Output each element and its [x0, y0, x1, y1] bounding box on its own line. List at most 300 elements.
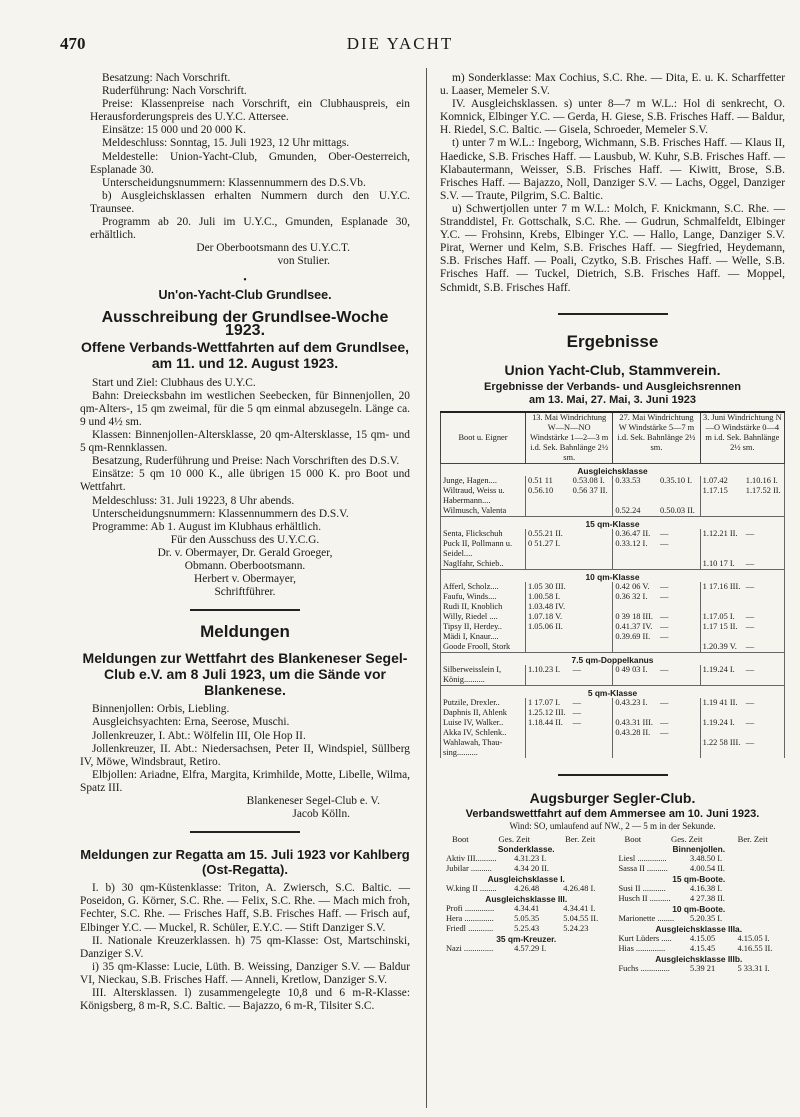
- boat-cell: Senta, Flickschuh: [441, 529, 526, 539]
- signature-line: Herbert v. Obermayer,: [194, 573, 296, 586]
- table-row: [441, 506, 785, 517]
- boat-cell: Wahlawah, Thausing..........: [441, 738, 526, 758]
- class-label: Sonderklasse.: [497, 843, 555, 854]
- time-cell: 4.15.05 I.: [737, 933, 770, 943]
- time-cell: —: [571, 665, 613, 686]
- boat-cell: Mädi I, Knaur....: [441, 632, 526, 642]
- class-row: [615, 904, 782, 914]
- table-row: [443, 854, 609, 864]
- time-cell: [700, 708, 744, 718]
- table-row: [441, 486, 785, 506]
- time-cell: 0.56.10: [526, 486, 571, 506]
- boat-cell: Puck II, Pollmann u. Seidel....: [441, 539, 526, 559]
- time-cell: 0.43.28 II.: [613, 728, 658, 738]
- page-header: [0, 34, 800, 58]
- table-row: [441, 708, 785, 718]
- time-cell: 1.10 17 I.: [700, 559, 744, 570]
- time-cell: 0.41.37 IV.: [613, 622, 658, 632]
- time-cell: 1.17 15 II.: [700, 622, 744, 632]
- time-cell: 0.36 32 I.: [613, 592, 658, 602]
- signature-line: Der Oberbootsmann des U.Y.C.T.: [196, 242, 350, 255]
- time-cell: [560, 854, 609, 864]
- text-line: Besatzung: Nach Vorschrift.: [102, 72, 231, 84]
- table-row: [443, 924, 609, 934]
- right-column: [440, 72, 785, 974]
- augsburg-results: [440, 790, 785, 974]
- column-header: Ber. Zeit: [565, 833, 596, 844]
- results-table: [440, 411, 785, 758]
- text-line: II. Nationale Kreuzerklassen. h) 75 qm-Klasse: Ost, Martschinski, Danziger S.V.: [80, 934, 410, 960]
- table-row: [441, 665, 785, 686]
- time-cell: 5.04.55 II.: [563, 913, 599, 923]
- time-cell: [735, 914, 783, 924]
- class-label: Binnenjollen.: [672, 843, 726, 854]
- boat-cell: Fuchs ..............: [618, 963, 670, 973]
- class-label: 7.5 qm-Doppelkanus: [441, 652, 785, 665]
- table-row: [441, 622, 785, 632]
- blankenese-section: [80, 650, 410, 821]
- table-row: [443, 864, 609, 874]
- column-header: Ges. Zeit: [671, 833, 703, 844]
- text-line: Start und Ziel: Clubhaus des U.Y.C.: [92, 376, 256, 389]
- text-line: IV. Ausgleichsklassen. s) unter 8—7 m W.L.: Hol di senkrecht, O. Komnick, Elbinger Y.C. — Gerda, H. Giese, S.B. Frisches Haff. — Baldur, H. Riedel, S.C. Baltic. — Gisela, Schroeder, Memeler S.V.: [440, 98, 785, 137]
- class-row: [615, 874, 782, 884]
- time-cell: [735, 894, 783, 904]
- class-label: 10 qm-Boote.: [672, 903, 726, 914]
- table-row: [615, 944, 782, 954]
- time-cell: [613, 486, 658, 506]
- class-row: [443, 844, 609, 854]
- time-cell: 4.00.54 II.: [690, 863, 725, 873]
- time-cell: [571, 582, 613, 592]
- time-cell: —: [658, 728, 700, 738]
- boat-cell: Aktiv III..........: [446, 853, 497, 863]
- boat-cell: Husch II ..........: [618, 893, 671, 903]
- time-cell: [700, 592, 744, 602]
- time-cell: 0.56 37 II.: [571, 486, 613, 506]
- time-cell: 4.34.41: [514, 903, 540, 913]
- signature-line: Blankeneser Segel-Club e. V.: [246, 795, 380, 808]
- horizontal-rule: [190, 831, 300, 833]
- table-row: [441, 476, 785, 486]
- time-cell: 4.34 20 II.: [514, 863, 549, 873]
- class-label: Ausgleichsklasse: [441, 463, 785, 476]
- table-row: [441, 718, 785, 728]
- time-cell: [658, 738, 700, 758]
- time-cell: [560, 944, 609, 954]
- boat-cell: Wiltraud, Weiss u. Habermann....: [441, 486, 526, 506]
- time-cell: 1.19.24 I.: [700, 665, 744, 686]
- time-cell: [526, 728, 571, 738]
- time-cell: [613, 602, 658, 612]
- time-cell: [744, 632, 785, 642]
- time-cell: [560, 864, 609, 874]
- boat-cell: Jubilar ..........: [446, 863, 492, 873]
- time-cell: [735, 854, 783, 864]
- ergebnisse-heading: Ergebnisse: [566, 331, 659, 351]
- class-label: Ausgleichsklasse IIIa.: [655, 923, 743, 934]
- time-cell: [700, 539, 744, 559]
- horizontal-rule: [190, 609, 300, 611]
- time-cell: —: [744, 559, 785, 570]
- class-row: [441, 569, 785, 582]
- time-cell: [613, 738, 658, 758]
- time-cell: 0.33.12 I.: [613, 539, 658, 559]
- time-cell: [735, 884, 783, 894]
- boat-cell: Wilmusch, Valenta: [441, 506, 526, 517]
- time-cell: [744, 506, 785, 517]
- time-cell: —: [658, 632, 700, 642]
- time-cell: [613, 708, 658, 718]
- time-cell: —: [744, 622, 785, 632]
- wind-info: Wind: SO, umlaufend auf NW., 2 — 5 m in der Sekunde.: [509, 820, 716, 831]
- kahlberg-continuation: [440, 72, 785, 295]
- boat-cell: Nazi ..............: [446, 943, 494, 953]
- results-table: [440, 834, 785, 974]
- time-cell: 3.48.50 I.: [690, 853, 723, 863]
- time-cell: 1.07.18 V.: [526, 612, 571, 622]
- text-line: I. b) 30 qm-Küstenklasse: Triton, A. Zwiersch, S.C. Baltic. — Poseidon, G. Körner, S.C. Rhe. — Felix, S.C. Rhe. — Mach mich froh, Fechter, S.C. Rhe. — Frisches Haff, S.B. Frisches Haff. — Frisch auf, Elbinger Y.C. — Muckel, R. Schüler, E.Y.C. — Stift Danziger S.V.: [80, 882, 410, 934]
- table-row: [443, 904, 609, 914]
- time-cell: 5.24.23: [563, 923, 589, 933]
- meldungen-heading: Meldungen: [200, 622, 290, 642]
- text-line: Programme: Ab 1. August im Klubhaus erhältlich.: [92, 520, 322, 533]
- table-row: [443, 914, 609, 924]
- text-line: Unterscheidungsnummern: Klassennummern des D.S.V.: [92, 507, 349, 520]
- class-row: [615, 924, 782, 934]
- time-cell: 1.00.58 I.: [526, 592, 571, 602]
- text-line: III. Altersklassen. l) zusammengelegte 10,8 und 6 m-R-Klasse: Königsberg, 8 m-R, S.C. Baltic. — Bajazzo, 6 m-R, Tilsiter S.C.: [80, 986, 410, 1013]
- section-title: Verbandswettfahrt auf dem Ammersee am 10. Juni 1923.: [465, 807, 760, 820]
- class-label: 15 qm-Klasse: [441, 516, 785, 529]
- table-row: [441, 582, 785, 592]
- section-title: Meldungen zur Wettfahrt des Blankeneser Segel-Club e.V. am 8 Juli 1923, um die Sände vor Blankenese.: [82, 650, 408, 699]
- text-line: u) Schwertjollen unter 7 m W.L.: Molch, F. Knickmann, S.C. Rhe. — Stranddistel, Fr. Gottschalk, S.C. Rhe. — Gudrun, Schmalfeldt, Elbinger Y.C. — Frohsinn, Krebs, Elbinger Y.C. — Hallo, Lange, Danziger S.V. Pirat, Werner und Kelm, S.B. Frisches Haff. — Siegfried, Heydemann, S.B. Frisches Haff. — Poali, Czytko, S.B. Frisches Haff. — Welle, S.B. Frisches Haff. — Tuckel, Dietrich, S.B. Frisches Haff. — Moppel, Schmidt, S.B. Frisches Haff.: [440, 202, 785, 294]
- time-cell: 1.19.24 I.: [700, 718, 744, 728]
- time-cell: —: [744, 529, 785, 539]
- time-cell: [526, 642, 571, 653]
- time-cell: 0 51.27 I.: [526, 539, 571, 559]
- text-line: i) 35 qm-Klasse: Lucie, Lüth. B. Weissing, Danziger S.V. — Baldur VI, Nieckau, S.B. Frisches Haff. — Anneli, Kretlow, Danziger S.V.: [80, 960, 410, 986]
- table-row: [441, 738, 785, 758]
- boat-cell: Sassa II ..........: [618, 863, 668, 873]
- time-cell: —: [744, 718, 785, 728]
- boat-cell: Hias ..............: [618, 943, 666, 953]
- table-row: [615, 894, 782, 904]
- time-cell: 4 27.38 II.: [690, 893, 725, 903]
- section-title: Meldungen zur Regatta am 15. Juli 1923 vor Kahlberg (Ost-Regatta).: [80, 847, 410, 878]
- time-cell: 0.51 11: [526, 476, 571, 486]
- time-cell: —: [658, 582, 700, 592]
- time-cell: —: [658, 529, 700, 539]
- text-line: Einsätze: 5 qm 10 000 K., alle übrigen 15 000 K. pro Boot und Wettfahrt.: [80, 468, 410, 494]
- time-cell: [571, 539, 613, 559]
- column-header: Ges. Zeit: [498, 833, 531, 844]
- time-cell: [613, 559, 658, 570]
- time-cell: [700, 506, 744, 517]
- time-cell: [658, 559, 700, 570]
- time-cell: 1.25.12 III.: [526, 708, 571, 718]
- time-cell: [700, 602, 744, 612]
- boat-cell: Kurt Lüders .....: [618, 933, 672, 943]
- time-cell: 0.43.31 III.: [613, 718, 658, 728]
- club-heading: Augsburger Segler-Club.: [529, 789, 696, 806]
- table-row: [615, 884, 782, 894]
- class-row: [443, 874, 609, 884]
- table-row: [441, 612, 785, 622]
- boat-cell: Afferl, Scholz....: [441, 582, 526, 592]
- column-header: Boot: [624, 833, 642, 844]
- union-results: [440, 362, 785, 758]
- text-line: m) Sonderklasse: Max Cochius, S.C. Rhe. — Dita, E. u. K. Scharffetter u. Laaser, Memeler S.V.: [440, 72, 785, 98]
- page-number: 470: [60, 34, 86, 53]
- class-label: Ausgleichsklasse III.: [485, 893, 568, 904]
- boat-cell: Susi II ...........: [618, 883, 666, 893]
- table-row: [441, 642, 785, 653]
- time-cell: —: [744, 738, 785, 758]
- time-cell: 1.18.44 II.: [526, 718, 571, 728]
- time-cell: —: [658, 612, 700, 622]
- table-row: [443, 884, 609, 894]
- time-cell: [571, 632, 613, 642]
- boat-cell: Willy, Riedel ....: [441, 612, 526, 622]
- time-cell: [526, 506, 571, 517]
- horizontal-rule: [558, 774, 668, 776]
- time-cell: 4.57.29 I.: [514, 943, 547, 953]
- time-cell: 4.15.45: [690, 943, 716, 953]
- boat-cell: Putzile, Drexler..: [441, 698, 526, 708]
- time-cell: 1.10.23 I.: [526, 665, 571, 686]
- club-heading: Un'on-Yacht-Club Grundlsee.: [158, 287, 332, 302]
- boat-cell: Friedl ............: [446, 923, 494, 933]
- table-row: [615, 914, 782, 924]
- time-cell: 4.34.41 I.: [563, 903, 596, 913]
- time-cell: 5.05.35: [514, 913, 540, 923]
- signature-line: Für den Ausschuss des U.Y.C.G.: [170, 533, 320, 546]
- table-row: [441, 539, 785, 559]
- column-header: Boot: [451, 833, 469, 844]
- time-cell: —: [658, 592, 700, 602]
- boat-cell: Akka IV, Schlenk..: [441, 728, 526, 738]
- boat-cell: Goode Frooll, Stork: [441, 642, 526, 653]
- column-header: 27. Mai Windrichtung W Windstärke 5—7 m i.d. Sek. Bahnlänge 2½ sm.: [613, 412, 700, 464]
- time-cell: [571, 612, 613, 622]
- section-subtitle: am 13. Mai, 27. Mai, 3. Juni 1923: [529, 393, 696, 406]
- time-cell: 5.20.35 I.: [690, 913, 723, 923]
- time-cell: [658, 602, 700, 612]
- text-line: Programm ab 20. Juli im U.Y.C., Gmunden, Esplanade 30, erhältlich.: [90, 216, 410, 242]
- column-header: Ber. Zeit: [737, 833, 768, 844]
- class-row: [441, 685, 785, 698]
- separator-dot: •: [243, 275, 247, 287]
- time-cell: 0.39.69 II.: [613, 632, 658, 642]
- time-cell: —: [744, 582, 785, 592]
- signature-line: Schriftführer.: [214, 586, 276, 599]
- text-line: Klassen: Binnenjollen-Altersklasse, 20 qm-Altersklasse, 15 qm- und 5 qm-Rennklassen.: [80, 429, 410, 455]
- table-row: [441, 728, 785, 738]
- time-cell: [744, 602, 785, 612]
- time-cell: —: [744, 612, 785, 622]
- time-cell: [744, 592, 785, 602]
- boat-cell: Luise IV, Walker..: [441, 718, 526, 728]
- time-cell: [571, 602, 613, 612]
- boat-cell: Silberweisslein I, König..........: [441, 665, 526, 686]
- time-cell: 1.22 58 III.: [700, 738, 744, 758]
- time-cell: 1.05.06 II.: [526, 622, 571, 632]
- class-row: [441, 516, 785, 529]
- column-header: 13. Mai Windrichtung W—N—NO Windstärke 1—2—3 m i.d. Sek. Bahnlänge 2½ sm.: [526, 412, 613, 464]
- boat-cell: Hera ..............: [446, 913, 494, 923]
- section-title: Union Yacht-Club, Stammverein.: [504, 361, 721, 378]
- time-cell: —: [658, 718, 700, 728]
- horizontal-rule: [558, 313, 668, 315]
- column-divider: [426, 68, 427, 1108]
- time-cell: [571, 738, 613, 758]
- time-cell: —: [744, 642, 785, 653]
- column-header: Boot u. Eigner: [441, 412, 526, 464]
- time-cell: —: [571, 718, 613, 728]
- time-cell: [571, 506, 613, 517]
- table-row: [441, 632, 785, 642]
- time-cell: 0.55.21 II.: [526, 529, 571, 539]
- time-cell: 0.50.03 II.: [658, 506, 700, 517]
- boat-cell: Naglfahr, Schieb..: [441, 559, 526, 570]
- time-cell: 0 39 18 III.: [613, 612, 658, 622]
- boat-cell: Tipsy II, Herdey..: [441, 622, 526, 632]
- time-cell: 1.20.39 V.: [700, 642, 744, 653]
- boat-cell: Marionette ........: [618, 913, 675, 923]
- class-label: 35 qm-Kreuzer.: [496, 933, 557, 944]
- time-cell: 4.31.23 I.: [514, 853, 547, 863]
- time-cell: 0.43.23 I.: [613, 698, 658, 708]
- class-label: 15 qm-Boote.: [672, 873, 726, 884]
- time-cell: [700, 728, 744, 738]
- text-line: Meldeschluss: 31. Juli 19223, 8 Uhr abends.: [92, 494, 295, 507]
- boat-cell: Daphnis II, Ahlenk: [441, 708, 526, 718]
- table-row: [441, 529, 785, 539]
- time-cell: [571, 592, 613, 602]
- class-label: Ausgleichsklasse IIIb.: [655, 953, 743, 964]
- section-title: Ausschreibung der Grundlsee-Woche 1923.: [101, 308, 389, 339]
- text-line: Binnenjollen: Orbis, Liebling.: [92, 703, 230, 716]
- time-cell: 0.53.08 I.: [571, 476, 613, 486]
- text-line: t) unter 7 m W.L.: Ingeborg, Wichmann, S.B. Frisches Haff. — Klaus II, Haedicke, S.B. Frisches Haff. — Lausbub, W. Kuhr, S.B. Frisches Haff. — Klabautermann, Weisser, S.B. Frisches Haff. — Kiwitt, Brose, S.B. Frisches Haff. — Bajazzo, Noll, Danziger S.V. — Lachs, Oggel, Danziger S.V. — Traute, Pilgrim, S.C. Baltic.: [440, 137, 785, 202]
- time-cell: [658, 708, 700, 718]
- text-line: Einsätze: 15 000 und 20 000 K.: [102, 124, 246, 137]
- time-cell: 4.16.55 II.: [737, 943, 773, 953]
- text-line: Jollenkreuzer, I. Abt.: Wölfelin III, Ole Hop II.: [92, 729, 306, 742]
- time-cell: 1.10.16 I.: [744, 476, 785, 486]
- time-cell: —: [744, 698, 785, 708]
- time-cell: 0.35.10 I.: [658, 476, 700, 486]
- text-line: Meldestelle: Union-Yacht-Club, Gmunden, Ober-Oesterreich, Esplanade 30.: [90, 150, 410, 176]
- time-cell: 1 17.16 III.: [700, 582, 744, 592]
- boat-cell: Liesl ..............: [618, 853, 667, 863]
- time-cell: 0.42 06 V.: [613, 582, 658, 592]
- table-row: [443, 944, 609, 954]
- table-row: [441, 602, 785, 612]
- time-cell: —: [658, 665, 700, 686]
- time-cell: 4.26.48 I.: [563, 883, 596, 893]
- running-head: DIE YACHT: [346, 34, 454, 53]
- table-row: [615, 854, 782, 864]
- boat-cell: Rudi II, Knoblich: [441, 602, 526, 612]
- time-cell: —: [744, 665, 785, 686]
- signature-line: Dr. v. Obermayer, Dr. Gerald Groeger,: [157, 546, 333, 559]
- time-cell: —: [571, 708, 613, 718]
- time-cell: 1 17.07 I.: [526, 698, 571, 708]
- time-cell: 4.15.05: [690, 933, 716, 943]
- boat-cell: Profi ..............: [446, 903, 495, 913]
- kahlberg-section: [80, 847, 410, 1013]
- time-cell: [526, 738, 571, 758]
- time-cell: [571, 642, 613, 653]
- class-row: [443, 894, 609, 904]
- time-cell: [526, 559, 571, 570]
- text-line: Jollenkreuzer, II. Abt.: Niedersachsen, Peter II, Windspiel, Süllberg IV, Möwe, Windsbraut, Retiro.: [80, 742, 410, 768]
- time-cell: [571, 559, 613, 570]
- class-label: Ausgleichsklasse I.: [487, 873, 565, 884]
- time-cell: 1.05 30 III.: [526, 582, 571, 592]
- signature-line: von Stulier.: [277, 255, 330, 268]
- table-row: [615, 934, 782, 944]
- class-row: [441, 652, 785, 665]
- attersee-continuation: [80, 72, 410, 268]
- signature-line: Obmann. Oberbootsmann.: [184, 560, 306, 572]
- class-row: [443, 934, 609, 944]
- boat-cell: W.king II ........: [446, 883, 497, 893]
- time-cell: [571, 622, 613, 632]
- time-cell: [700, 632, 744, 642]
- column-header: 3. Juni Windrichtung N—O Windstärke 0—4 m i.d. Sek. Bahnlänge 2½ sm.: [700, 412, 784, 464]
- time-cell: 5 33.31 I.: [737, 963, 770, 973]
- grundlsee-section: [80, 288, 410, 600]
- text-line: Besatzung, Ruderführung und Preise: Nach Vorschriften des D.S.V.: [92, 455, 400, 468]
- time-cell: 5.39 21: [690, 963, 716, 973]
- time-cell: 1.12.21 II.: [700, 529, 744, 539]
- time-cell: 4.26.48: [514, 883, 540, 893]
- class-row: [615, 844, 782, 854]
- time-cell: 1.17.52 II.: [744, 486, 785, 506]
- section-subtitle: Offene Verbands-Wettfahrten auf dem Grundlsee, am 11. und 12. August 1923.: [80, 338, 410, 371]
- time-cell: 1.03.48 IV.: [526, 602, 571, 612]
- time-cell: —: [571, 698, 613, 708]
- table-row: [441, 559, 785, 570]
- left-column: [80, 72, 410, 1013]
- time-cell: 1.17.05 I.: [700, 612, 744, 622]
- time-cell: 4.16.38 I.: [690, 883, 723, 893]
- time-cell: 0.52.24: [613, 506, 658, 517]
- text-line: Ruderführung: Nach Vorschrift.: [102, 85, 247, 98]
- table-row: [615, 864, 782, 874]
- signature-line: Jacob Kölln.: [292, 808, 350, 821]
- time-cell: 0.36.47 II.: [613, 529, 658, 539]
- boat-cell: Faufu, Winds....: [441, 592, 526, 602]
- time-cell: 0 49 03 I.: [613, 665, 658, 686]
- text-line: Elbjollen: Ariadne, Elfra, Margita, Krimhilde, Motte, Libelle, Wilma, Spatz III.: [80, 768, 410, 794]
- time-cell: —: [658, 622, 700, 632]
- text-line: Meldeschluss: Sonntag, 15. Juli 1923, 12 Uhr mittags.: [102, 137, 350, 150]
- table-row: [615, 964, 782, 974]
- class-row: [441, 463, 785, 476]
- time-cell: [744, 708, 785, 718]
- time-cell: 5.25.43: [514, 923, 540, 933]
- time-cell: 1.19 41 II.: [700, 698, 744, 708]
- time-cell: [658, 642, 700, 653]
- table-row: [441, 698, 785, 708]
- time-cell: 1.17.15: [700, 486, 744, 506]
- time-cell: 1.07.42: [700, 476, 744, 486]
